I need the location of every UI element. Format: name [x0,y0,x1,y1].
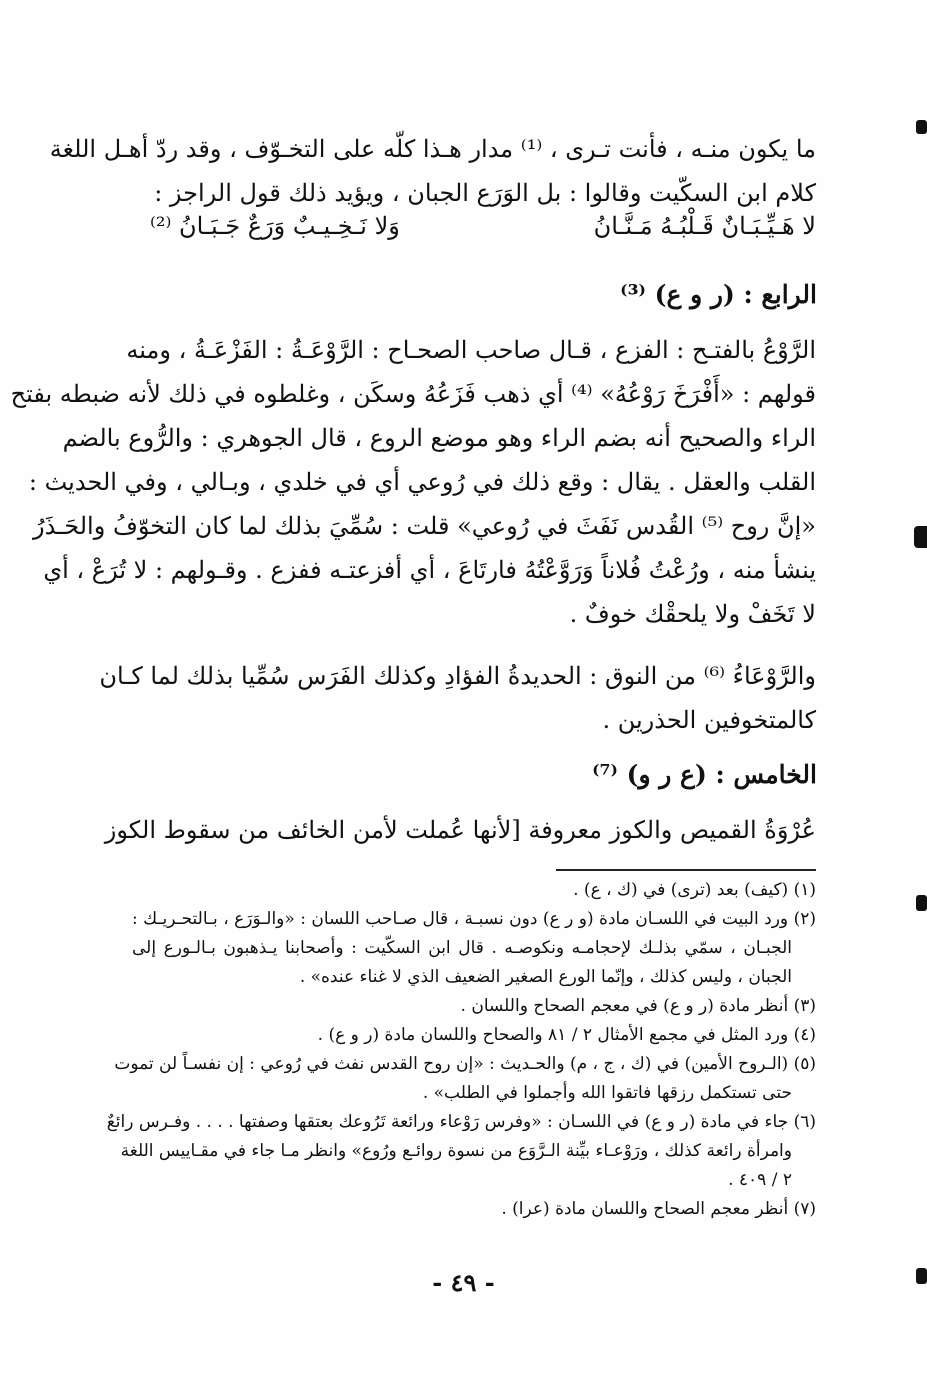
text-line: ينشأ منه ، ورُعْتُ فُلاناً وَرَوَّعْتُهُ فارتَاعَ ، أي أفزعتـه ففزع . وقـولهم : لا تُرَعْ ، أي [43,556,816,584]
text-line: والرَّوْعَاءُ ⁽⁶⁾ من النوق : الحديدةُ الفؤادِ وكذلك الفَرَس سُمِّيا بذلك لما كـان [99,662,816,690]
text-line: «إنَّ روح ⁽⁵⁾ القُدس نَفَثَ في رُوعي» قلت : سُمِّيَ بذلك لما كان التخوّفُ والحَـذَرُ [33,512,816,540]
footnote-4: (٤) ورد المثل في مجمع الأمثال ٢ / ٨١ والصحاح واللسان مادة (ر و ع) . [317,1025,816,1045]
text-line: قولهم : «أَفْرَخَ رَوْعُهُ» ⁽⁴⁾ أي ذهب فَزَعُهُ وسكَن ، وغلطوه في ذلك لأنه ضبطه بفتح [10,380,816,408]
scan-mark [916,1268,927,1284]
footnote-divider [556,869,816,871]
text-line: ما يكون منـه ، فأنت تـرى ، ⁽¹⁾ مدار هـذا كلّه على التخـوّف ، وقد ردّ أهـل اللغة [49,135,816,163]
footnote-6: (٦) جاء في مادة (ر و ع) في اللسـان : «وفرس رَوْعاء ورائعة تَرُوعك بعتقها وصفتها . . . . وفـرس رائعٌ وامرأة رائعة كذلك ، ورَوْعـاء بيِّنة الـرَّوَع من نسوة روائـع ورُوع» وانظر مـا جاء في مقـاييس اللغة ٢ / ٤٠٩ . [106,1112,816,1190]
footnotes [106,876,816,1224]
scan-mark [916,120,927,134]
footnote-7: (٧) أنظر معجم الصحاح واللسان مادة (عرا) . [501,1199,816,1219]
text-line: كلام ابن السكّيت وقالوا : بل الوَرَع الجبان ، ويؤيد ذلك قول الراجز : [154,179,816,207]
footnote-1: (١) (كيف) بعد (ترى) في (ك ، ع) . [573,880,816,900]
text-line: عُرْوَةُ القميص والكوز معروفة [لأنها عُملت لأمن الخائف من سقوط الكوز [104,816,816,844]
text-line: لا تَخَفْ ولا يلحقْك خوفٌ . [569,600,816,628]
text-line: كالمتخوفين الحذرين . [602,706,816,734]
text-line: الراء والصحيح أنه بضم الراء وهو موضع الروع ، قال الجوهري : والرُّوع بالضم [62,424,816,452]
scan-mark [914,526,927,548]
paragraph-2 [10,328,816,636]
scan-mark [916,895,927,911]
paragraph-3 [99,654,816,742]
verse-hemistich-1: لا هَـيِّـبَـانٌ قَـلْبُـهُ مَـنَّـانُ [593,212,816,240]
text-line: القلب والعقل . يقال : وقع ذلك في رُوعي أي في خلدي ، وبـالي ، وفي الحديث : [28,468,816,496]
section-heading-fourth: الرابع : (ر و ع) ⁽³⁾ [620,280,817,309]
text-line: الرَّوْعُ بالفتـح : الفزع ، قـال صاحب الصحـاح : الرَّوْعَـةُ : الفَزْعَـةُ ، ومنه [126,336,816,364]
verse-hemistich-2: وَلا نَـخِـيـبٌ وَرَعٌ جَـبَـانُ ⁽²⁾ [150,212,400,240]
paragraph-1 [49,127,816,215]
footnote-5: (٥) (الـروح الأمين) في (ك ، ج ، م) والحـديث : «إن روح القدس نفث في رُوعي : إن نفسـاً لن تموت حتى تستكمل رزقها فاتقوا الله وأجملوا في الطلب» . [114,1054,816,1103]
footnote-2: (٢) ورد البيت في اللسـان مادة (و ر ع) دون نسبـة ، قال صـاحب اللسان : «والـوَرَع ، بـالتحـريـك : الجبـان ، سمّي بذلـك لإحجامـه ونكوصـه . قال ابن السكّيت : وأصحابنا يـذهبون بـالـورع إلى الجبان ، وليس كذلك ، وإنّما الورع الصغير الضعيف الذي لا غناء عنده» . [132,909,816,987]
page-number: - ٤٩ - [432,1268,495,1297]
paragraph-4 [104,808,816,852]
footnote-3: (٣) أنظر مادة (ر و ع) في معجم الصحاح واللسان . [460,996,816,1016]
section-heading-fifth: الخامس : (ع ر و) ⁽⁷⁾ [592,760,817,789]
